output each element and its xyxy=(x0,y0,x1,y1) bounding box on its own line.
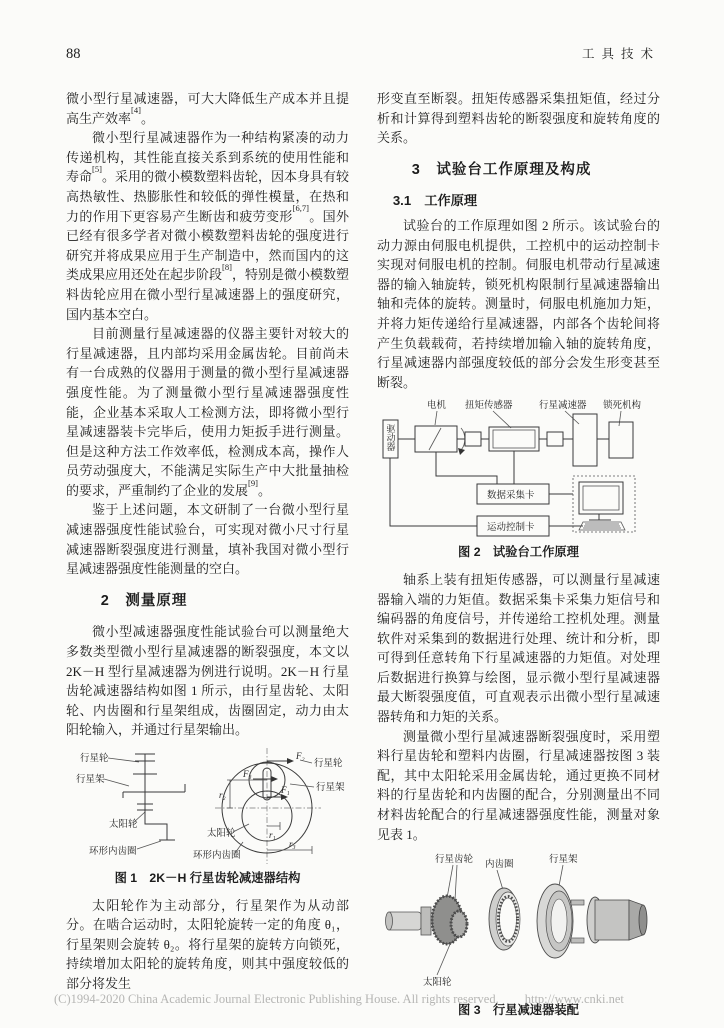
fig3-planet-gear-label: 行星齿轮 xyxy=(435,855,474,866)
page-header xyxy=(66,44,660,63)
journal-title: 工具技术 xyxy=(581,47,660,61)
fig1-radius-r2: r₂ xyxy=(219,790,226,800)
copyright-text: (C)1994-2020 China Academic Journal Electronic Publishing House. All rights reserved. xyxy=(54,992,499,1006)
fig1-right-diagram xyxy=(193,748,345,864)
fig1-planet-label-left: 行星轮 xyxy=(80,754,109,764)
fig2-daq-label: 数据采集卡 xyxy=(487,491,535,502)
fig1-force-f1: F₁ xyxy=(281,785,290,795)
fig1-radius-r1: r₁ xyxy=(269,830,276,840)
fig3-sun-gear-label: 太阳轮 xyxy=(423,978,452,989)
paragraph-text: 。 xyxy=(140,110,154,126)
paragraph-continued xyxy=(66,89,349,128)
fig2-lock-label: 锁死机构 xyxy=(603,401,642,412)
paragraph-text: 。 xyxy=(257,482,271,498)
fig3-ring-gear xyxy=(489,888,520,950)
citation-ref: [9] xyxy=(248,477,258,488)
fig3-ring-gear-label: 内齿圈 xyxy=(485,860,514,871)
fig1-carrier-label-right: 行星架 xyxy=(316,783,345,793)
paragraph-text: ，特别是微小模数塑料齿轮应用在微小型行星减速器上的强度研究，国内基本空白。 xyxy=(66,267,349,322)
fig1-sun-label-right: 太阳轮 xyxy=(207,829,236,839)
citation-ref: [5] xyxy=(92,164,102,175)
fig2-torque-sensor-label: 扭矩传感器 xyxy=(465,401,513,412)
section-heading-2: 2 测量原理 xyxy=(100,592,188,609)
citation-ref: [6,7] xyxy=(292,203,309,214)
paragraph: 鉴于上述问题，本文研制了一台微小型行星减速器强度性能试验台，可实现对微小尺寸行星减速器断裂强度进行测量，填补我国对微小型行星减速器强度性能测量的空白。 xyxy=(66,502,349,577)
article-body xyxy=(66,89,660,1028)
fig3-output-hub xyxy=(587,897,647,943)
paragraph-text: 。国外已经有很多学者对微小模数塑料齿轮的强度进行研究并将成果应用于生产制造中，然而国内的这类成果应用还处在起步阶段 xyxy=(66,208,349,283)
paragraph: 试验台的工作原理如图 2 所示。该试验台的动力源由伺服电机提供，工控机中的运动控制卡实现对伺服电机的控制。伺服电机带动行星减速器的输入轴旋转，锁死机构限制行星减速器输出轴和壳体的旋转。测量时，伺服电机施加力矩，并将力矩传递给行星减速器，内部各个齿轮间将产生负载载荷，若持续增加输入轴的旋转角度，行星减速器内部强度较低的部分会发生形变甚至断裂。 xyxy=(377,217,660,390)
paragraph xyxy=(66,324,349,500)
copyright-footer xyxy=(54,992,704,1007)
fig1-ring-label-right: 环形内齿圈 xyxy=(193,851,241,861)
fig3-carrier-label: 行星架 xyxy=(549,855,578,866)
citation-ref: [4] xyxy=(131,105,141,116)
cnki-url: http://www.cnki.net xyxy=(524,992,624,1006)
citation-ref: [8] xyxy=(222,262,232,273)
figure-1 xyxy=(66,746,349,889)
paragraph: 测量微小型行星减速器断裂强度时，采用塑料行星齿轮和塑料内齿圈，行星减速器按图 3 装配，其中太阳轮采用金属齿轮，通过更换不同材料的行星齿轮和内齿圈的配合，分别测量出不同材料齿轮配合的行星减速器强度性能，测量对象见表 1。 xyxy=(377,728,660,842)
section-heading-3: 3 试验台工作原理及构成 xyxy=(411,161,592,178)
fig3-input-shaft-gear xyxy=(386,896,468,944)
paragraph-text: 。采用的微小模数塑料齿轮，因本身具有较高热敏性、热膨胀性和较低的弹性模量，在热和力的作用下更容易产生断齿和疲劳变形 xyxy=(66,169,349,224)
reducer-assembly-exploded-view xyxy=(377,850,661,998)
fig1-force-f3: F₃ xyxy=(243,769,252,779)
fig1-radius-r3: r₃ xyxy=(289,839,296,849)
left-column xyxy=(66,89,349,1028)
fig1-force-f2: F₂ xyxy=(296,751,305,761)
fig2-computer-icon xyxy=(573,476,635,532)
fig1-carrier-label-left: 行星架 xyxy=(76,775,105,785)
page-number: 88 xyxy=(66,46,81,62)
fig2-motor-label: 电机 xyxy=(427,401,447,412)
fig1-left-schematic xyxy=(76,752,185,857)
section-heading-3-1: 3.1 工作原理 xyxy=(392,193,478,209)
fig2-driver-label: 驱动器 xyxy=(385,424,396,452)
paragraph-continued: 形变直至断裂。扭矩传感器采集扭矩值，经过分析和计算得到塑料齿轮的断裂强度和旋转角度的关系。 xyxy=(377,91,660,146)
fig2-motion-label: 运动控制卡 xyxy=(487,523,535,534)
paragraph xyxy=(66,128,349,324)
figure-1-caption: 图 1 2K－H 行星齿轮减速器结构 xyxy=(114,871,301,885)
fig2-torque-sensor-box xyxy=(489,427,539,451)
fig2-coupling-box xyxy=(465,432,481,446)
figure-2-caption: 图 2 试验台工作原理 xyxy=(458,545,579,560)
paragraph-text: 微小型行星减速器作为一种结构紧凑的动力传递机构，其性能直接关系到系统的使用性能和寿命 xyxy=(66,130,349,185)
figure-3-caption: 图 3 行星减速器装配 xyxy=(458,1003,579,1018)
right-column xyxy=(377,89,660,1028)
fig1-sun-label-left: 太阳轮 xyxy=(109,820,138,830)
figure-2 xyxy=(377,398,660,563)
paragraph-text: 微小型行星减速器，可大大降低生产成本并且提高生产效率 xyxy=(66,91,349,126)
paragraph: 太阳轮作为主动部分，行星架作为从动部分。在啮合运动时，太阳轮旋转一定的角度 θ₁，行星架则会旋转 θ₂。将行星架的旋转方向锁死，持续增加太阳轮的旋转角度，则其中强度较低的部分将发生 xyxy=(66,897,349,991)
fig1-planet-label-right: 行星轮 xyxy=(314,759,343,769)
paragraph: 微小型减速器强度性能试验台可以测量绝大多数类型微小型行星减速器的断裂强度，本文以 2K－H 型行星减速器为例进行说明。2K－H 行星齿轮减速器结构如图 1 所示，由行星齿轮、太阳轮、内齿圈和行星架组成，齿圈固定，动力由太阳轮输入，并通过行星架输出。 xyxy=(66,624,349,738)
fig1-ring-label-left: 环形内齿圈 xyxy=(89,847,137,857)
paragraph-text: 目前测量行星减速器的仪器主要针对较大的行星减速器，且内部均采用金属齿轮。目前尚未有一台成熟的仪器用于测量的微小型行星减速器强度性能。为了测量微小型行星减速器强度性能，企业基本采取人工检测方法，即将微小型行星减速器装卡完毕后，使用力矩扳手进行测量。但是这种方法工作效率低，检测成本高，操作人员劳动强度大，不能满足实际生产中大批量抽检的要求，严重制约了企业的发展 xyxy=(66,326,349,498)
fig2-motor-box xyxy=(415,426,457,452)
paragraph: 轴系上装有扭矩传感器，可以测量行星减速器输入端的力矩值。数据采集卡采集力矩信号和编码器的角度信号，并传递给工控机处理。测量软件对采集到的数据进行处理、统计和分析，即可得到任意转角下行星减速器的力矩值。对处理后数据进行换算与绘图，显示微小型行星减速器最大断裂强度值，可直观表示出微小型行星减速器转角和力矩的关系。 xyxy=(377,571,660,725)
planetary-gear-structure-diagram xyxy=(67,746,348,866)
fig2-coupling-box xyxy=(547,432,563,446)
fig2-reducer-label: 行星减速器 xyxy=(539,401,587,412)
test-bench-principle-diagram xyxy=(377,398,661,540)
fig2-lock-box xyxy=(609,422,633,458)
fig2-driver-box xyxy=(383,420,398,458)
fig3-carrier xyxy=(537,884,584,958)
